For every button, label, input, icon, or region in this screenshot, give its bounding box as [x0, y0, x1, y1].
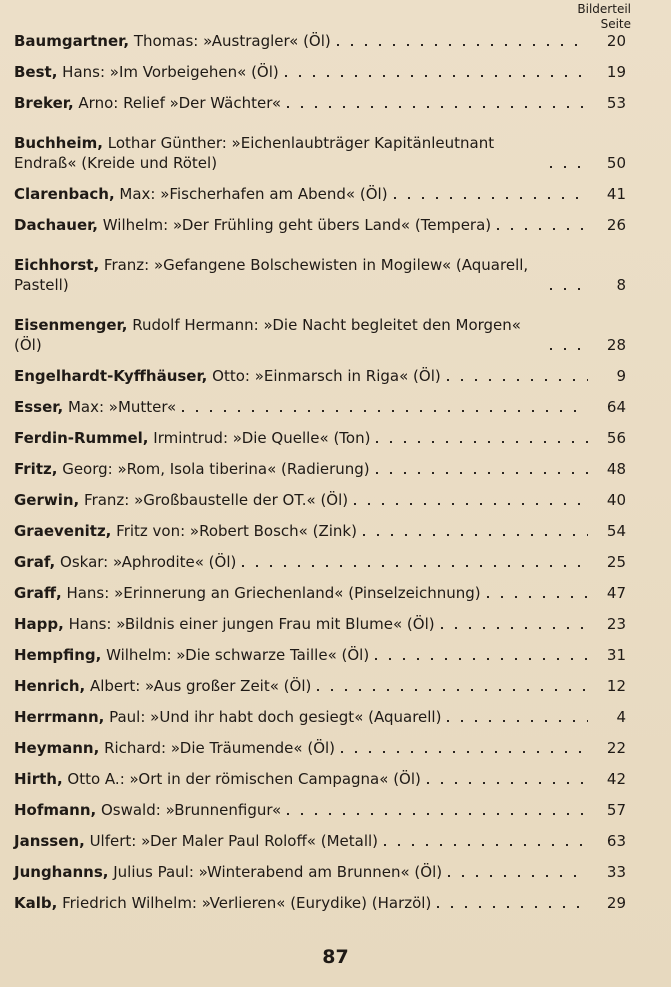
page-number: 22: [606, 739, 626, 757]
work-title: Irmintrud: »Die Quelle« (Ton): [148, 429, 371, 447]
dot-leader: [341, 751, 588, 753]
work-title: Wilhelm: »Die schwarze Taille« (Öl): [101, 646, 370, 664]
page-number: 20: [606, 32, 626, 50]
work-title: Arno: Relief »Der Wächter«: [73, 94, 282, 112]
artist-name: Eichhorst,: [14, 256, 100, 274]
work-title: Lothar Günther: »Eichenlaubträger Kapitänleutnant Endraß« (Kreide und Rötel): [14, 134, 495, 172]
list-item: [14, 173, 626, 204]
work-title: Hans: »Im Vorbeigehen« (Öl): [57, 63, 279, 81]
artist-name: Janssen,: [14, 832, 85, 850]
artist-name: Happ,: [14, 615, 64, 633]
list-item: [14, 758, 626, 789]
list-item: [14, 696, 626, 727]
work-title: Hans: »Erinnerung an Griechenland« (Pinselzeichnung): [61, 584, 481, 602]
artist-name: Henrich,: [14, 677, 86, 695]
page-number: 50: [606, 154, 626, 172]
page-number: 53: [606, 94, 626, 112]
artist-name: Gerwin,: [14, 491, 80, 509]
list-item: [14, 448, 626, 479]
list-item: [14, 355, 626, 386]
list-item: [14, 51, 626, 82]
dot-leader: [363, 534, 588, 536]
dot-leader: [242, 565, 588, 567]
artist-name: Engelhardt-Kyffhäuser,: [14, 367, 208, 385]
page-number: 48: [606, 460, 626, 478]
artist-name: Buchheim,: [14, 134, 104, 152]
page-number: 28: [606, 336, 626, 354]
artist-name: Fritz,: [14, 460, 58, 478]
dot-leader: [384, 844, 588, 846]
dot-leader: [287, 106, 588, 108]
work-title: Otto: »Einmarsch in Riga« (Öl): [207, 367, 441, 385]
page-number: 42: [606, 770, 626, 788]
page-number: 63: [606, 832, 626, 850]
artist-name: Baumgartner,: [14, 32, 130, 50]
list-item: [14, 20, 626, 51]
artist-name: Graevenitz,: [14, 522, 112, 540]
page-footer-number: 87: [322, 946, 349, 968]
dot-leader: [550, 288, 588, 290]
page-number: 19: [606, 63, 626, 81]
page-number: 31: [606, 646, 626, 664]
list-item: [14, 235, 626, 295]
list-item: [14, 603, 626, 634]
artist-name: Breker,: [14, 94, 74, 112]
dot-leader: [427, 782, 588, 784]
work-title: Paul: »Und ihr habt doch gesiegt« (Aquarell): [104, 708, 442, 726]
list-item: [14, 113, 626, 173]
work-title: Rudolf Hermann: »Die Nacht begleitet den Morgen« (Öl): [14, 316, 521, 354]
dot-leader: [287, 813, 588, 815]
work-title: Wilhelm: »Der Frühling geht übers Land« (Tempera): [98, 216, 492, 234]
artist-name: Esser,: [14, 398, 64, 416]
work-title: Oswald: »Brunnenfigur«: [96, 801, 282, 819]
page-number: 47: [606, 584, 626, 602]
work-title: Franz: »Gefangene Bolschewisten in Mogilew« (Aquarell, Pastell): [14, 256, 529, 294]
header-bilderteil: Bilderteil: [577, 2, 631, 16]
dot-leader: [487, 596, 588, 598]
page-number: 41: [606, 185, 626, 203]
artist-name: Hirth,: [14, 770, 63, 788]
artist-name: Hofmann,: [14, 801, 97, 819]
dot-leader: [285, 75, 588, 77]
page-number: 64: [606, 398, 626, 416]
artist-index-list: [14, 20, 626, 913]
dot-leader: [437, 906, 588, 908]
page-number: 25: [606, 553, 626, 571]
header-seite: Seite: [600, 17, 631, 31]
list-item: [14, 820, 626, 851]
dot-leader: [441, 627, 588, 629]
work-title: Ulfert: »Der Maler Paul Roloff« (Metall): [84, 832, 379, 850]
dot-leader: [376, 472, 588, 474]
dot-leader: [550, 348, 588, 350]
page-number: 54: [606, 522, 626, 540]
list-item: [14, 634, 626, 665]
artist-name: Herrmann,: [14, 708, 105, 726]
dot-leader: [550, 166, 588, 168]
dot-leader: [317, 689, 588, 691]
artist-name: Junghanns,: [14, 863, 109, 881]
list-item: [14, 386, 626, 417]
list-item: [14, 665, 626, 696]
artist-name: Graf,: [14, 553, 56, 571]
page-number: 23: [606, 615, 626, 633]
dot-leader: [447, 720, 588, 722]
list-item: [14, 572, 626, 603]
list-item: [14, 417, 626, 448]
page-number: 56: [606, 429, 626, 447]
artist-name: Heymann,: [14, 739, 100, 757]
work-title: Friedrich Wilhelm: »Verlieren« (Eurydike) (Harzöl): [57, 894, 432, 912]
page-number: 57: [606, 801, 626, 819]
work-title: Albert: »Aus großer Zeit« (Öl): [85, 677, 312, 695]
artist-name: Hempfing,: [14, 646, 102, 664]
page-number: 8: [616, 276, 626, 294]
work-title: Richard: »Die Träumende« (Öl): [99, 739, 336, 757]
page-number: 26: [606, 216, 626, 234]
work-title: Franz: »Großbaustelle der OT.« (Öl): [79, 491, 349, 509]
list-item: [14, 510, 626, 541]
artist-name: Dachauer,: [14, 216, 99, 234]
list-item: [14, 479, 626, 510]
page-number: 9: [616, 367, 626, 385]
work-title: Otto A.: »Ort in der römischen Campagna« (Öl): [62, 770, 421, 788]
artist-name: Kalb,: [14, 894, 58, 912]
page-number: 33: [606, 863, 626, 881]
dot-leader: [182, 410, 588, 412]
list-item: [14, 541, 626, 572]
list-item: [14, 295, 626, 355]
artist-name: Clarenbach,: [14, 185, 115, 203]
dot-leader: [376, 441, 588, 443]
dot-leader: [337, 44, 588, 46]
work-title: Max: »Fischerhafen am Abend« (Öl): [114, 185, 388, 203]
page-number: 40: [606, 491, 626, 509]
work-title: Max: »Mutter«: [63, 398, 177, 416]
work-title: Georg: »Rom, Isola tiberina« (Radierung): [57, 460, 370, 478]
dot-leader: [448, 875, 588, 877]
list-item: [14, 882, 626, 913]
dot-leader: [497, 228, 588, 230]
list-item: [14, 82, 626, 113]
work-title: Oskar: »Aphrodite« (Öl): [55, 553, 237, 571]
list-item: [14, 789, 626, 820]
page-number: 12: [606, 677, 626, 695]
page-number: 4: [616, 708, 626, 726]
dot-leader: [354, 503, 588, 505]
list-item: [14, 204, 626, 235]
work-title: Thomas: »Austragler« (Öl): [129, 32, 331, 50]
dot-leader: [375, 658, 588, 660]
list-item: [14, 727, 626, 758]
dot-leader: [394, 197, 588, 199]
list-item: [14, 851, 626, 882]
artist-name: Eisenmenger,: [14, 316, 128, 334]
work-title: Julius Paul: »Winterabend am Brunnen« (Öl): [108, 863, 443, 881]
artist-name: Ferdin-Rummel,: [14, 429, 149, 447]
dot-leader: [447, 379, 588, 381]
work-title: Fritz von: »Robert Bosch« (Zink): [111, 522, 357, 540]
page-number: 29: [606, 894, 626, 912]
artist-name: Graff,: [14, 584, 62, 602]
artist-name: Best,: [14, 63, 58, 81]
work-title: Hans: »Bildnis einer jungen Frau mit Blume« (Öl): [63, 615, 435, 633]
